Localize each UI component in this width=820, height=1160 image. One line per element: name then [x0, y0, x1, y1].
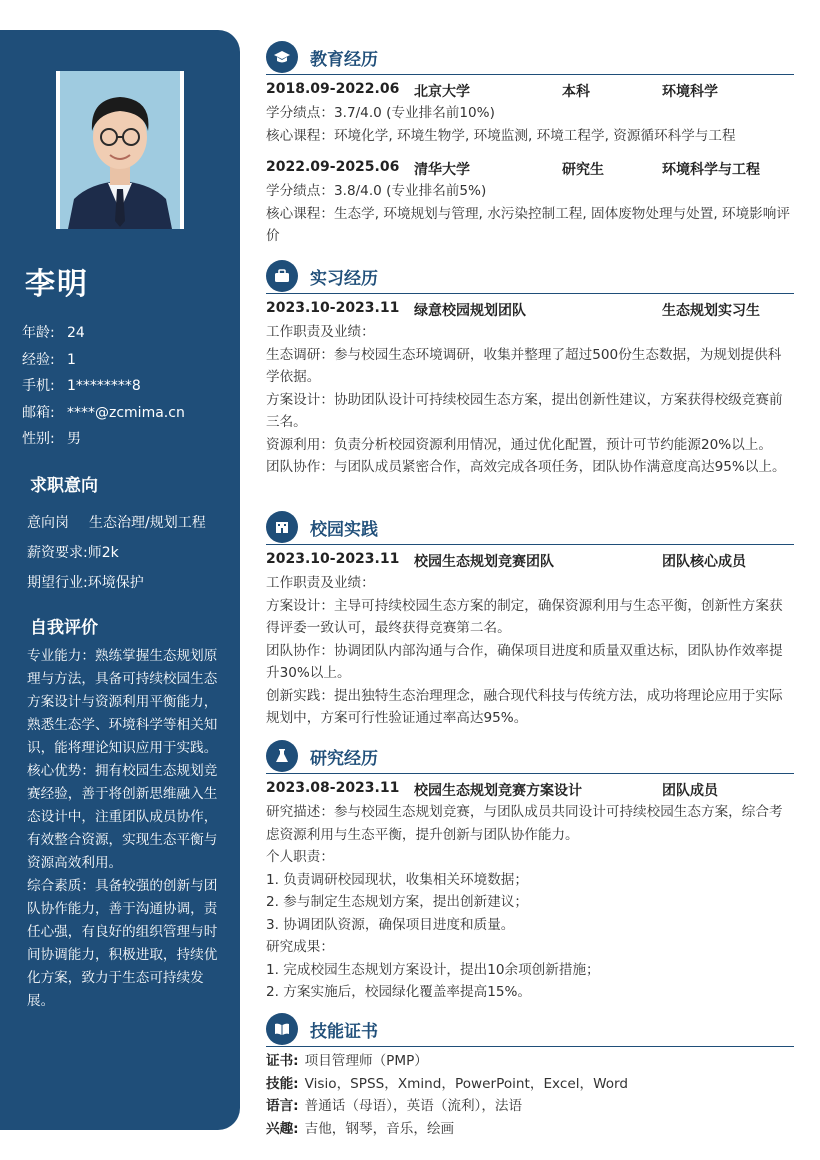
divider	[266, 1046, 794, 1047]
education-section	[266, 39, 794, 248]
candidate-name: 李明	[25, 267, 89, 302]
self-eval-paragraph: 核心优势：拥有校园生态规划竞赛经验，善于将创新思维融入生态设计中，注重团队成员协作，有效整合资源，实现生态平衡与资源高效利用。	[27, 763, 218, 871]
self-eval-paragraph: 专业能力：熟练掌握生态规划原理与方法，具备可持续校园生态方案设计与资源利用平衡能力，熟悉生态学、环境科学等相关知识，能将理论知识应用于实践。	[27, 648, 218, 756]
skill-row: 语言: 普通话（母语），英语（流利），法语	[266, 1098, 523, 1114]
intent-salary: 薪资要求:师2k	[27, 545, 119, 561]
research-detail: 1. 完成校园生态规划方案设计，提出10余项创新措施；	[266, 961, 600, 978]
intent-industry: 期望行业:环境保护	[27, 575, 144, 591]
section-header	[266, 39, 794, 75]
self-eval-paragraph: 综合素质：具备较强的创新与团队协作能力，善于沟通协调，责任心强，有良好的组织管理与时间协调能力，积极进取，持续优化方案，致力于生态可持续发展。	[27, 878, 218, 1009]
info-email: 邮箱: ****@zcmima.cn	[22, 404, 185, 421]
internship-detail: 资源利用：负责分析校园资源利用情况，通过优化配置，预计可节约能源20%以上。	[266, 436, 772, 453]
divider	[266, 293, 794, 294]
research-detail: 研究成果：	[266, 939, 334, 955]
intent-title: 求职意向	[30, 476, 98, 496]
education-entry-header: 2022.09-2025.06 清华大学 研究生 环境科学与工程	[266, 159, 760, 178]
internship-detail: 工作职责及业绩：	[266, 324, 375, 340]
skills-section	[266, 1011, 794, 1140]
section-title: 教育经历	[310, 50, 378, 70]
self-evaluation	[27, 645, 219, 1013]
graduation-cap-icon	[266, 41, 298, 73]
basic-info	[22, 320, 185, 453]
research-detail: 2. 方案实施后，校园绿化覆盖率提高15%。	[266, 984, 532, 1000]
flask-icon	[266, 740, 298, 772]
campus-detail: 工作职责及业绩：	[266, 575, 375, 591]
internship-detail: 方案设计：协助团队设计可持续校园生态方案，提出创新性建议，方案获得校级竞赛前三名。	[266, 391, 783, 430]
section-header	[266, 738, 794, 774]
section-title: 技能证书	[310, 1022, 378, 1042]
campus-detail: 团队协作：协调团队内部沟通与合作，确保项目进度和质量双重达标，团队协作效率提升30%以上。	[266, 642, 783, 681]
info-phone: 手机: 1********8	[22, 378, 141, 394]
education-entry-header: 2018.09-2022.06 北京大学 本科 环境科学	[266, 81, 718, 100]
book-icon	[266, 1013, 298, 1045]
internship-section	[266, 258, 794, 479]
profile-photo	[56, 71, 184, 229]
self-eval-title: 自我评价	[30, 618, 98, 638]
skills-list	[266, 1050, 794, 1140]
skill-row: 兴趣: 吉他，钢琴，音乐，绘画	[266, 1120, 455, 1137]
skill-row: 证书: 项目管理师（PMP）	[266, 1053, 428, 1069]
intent-position: 意向岗 生态治理/规划工程	[27, 515, 206, 531]
section-header	[266, 509, 794, 545]
building-icon	[266, 511, 298, 543]
section-title: 研究经历	[310, 749, 378, 769]
divider	[266, 544, 794, 545]
education-detail: 核心课程：生态学, 环境规划与管理, 水污染控制工程, 固体废物处理与处置, 环境影响评价	[266, 205, 790, 244]
section-header	[266, 1011, 794, 1047]
research-detail: 2. 参与制定生态规划方案，提出创新建议；	[266, 894, 528, 910]
research-detail: 研究描述：参与校园生态规划竞赛，与团队成员共同设计可持续校园生态方案，综合考虑资源利用与生态平衡，提升创新与团队协作能力。	[266, 804, 783, 843]
research-detail: 3. 协调团队资源，确保项目进度和质量。	[266, 916, 515, 933]
sidebar	[0, 30, 240, 1130]
education-detail: 核心课程：环境化学, 环境生物学, 环境监测, 环境工程学, 资源循环科学与工程	[266, 127, 736, 144]
education-detail: 学分绩点：3.7/4.0 (专业排名前10%)	[266, 105, 495, 121]
education-detail: 学分绩点：3.8/4.0 (专业排名前5%)	[266, 183, 487, 199]
research-entry-header: 2023.08-2023.11 校园生态规划竞赛方案设计 团队成员	[266, 780, 718, 799]
divider	[266, 74, 794, 75]
briefcase-icon	[266, 260, 298, 292]
section-title: 校园实践	[310, 520, 378, 540]
info-experience: 经验: 1	[22, 351, 76, 368]
job-intent	[27, 508, 206, 598]
avatar	[60, 71, 180, 229]
section-header	[266, 258, 794, 294]
info-age: 年龄: 24	[22, 325, 85, 341]
research-detail: 个人职责：	[266, 849, 334, 865]
campus-section	[266, 509, 794, 730]
internship-entry-header: 2023.10-2023.11 绿意校园规划团队 生态规划实习生	[266, 300, 760, 319]
research-detail: 1. 负责调研校园现状，收集相关环境数据；	[266, 871, 528, 888]
campus-detail: 方案设计：主导可持续校园生态方案的制定，确保资源利用与生态平衡，创新性方案获得评委一致认可，最终获得竞赛第二名。	[266, 597, 783, 636]
info-gender: 性别: 男	[22, 431, 81, 447]
divider	[266, 773, 794, 774]
campus-entry-header: 2023.10-2023.11 校园生态规划竞赛团队 团队核心成员	[266, 551, 746, 570]
person-portrait-icon	[60, 71, 180, 229]
campus-detail: 创新实践：提出独特生态治理理念，融合现代科技与传统方法，成功将理论应用于实际规划中，方案可行性验证通过率高达95%。	[266, 687, 783, 726]
research-section	[266, 738, 794, 1004]
internship-detail: 生态调研：参与校园生态环境调研，收集并整理了超过500份生态数据，为规划提供科学依据。	[266, 346, 782, 385]
skill-row: 技能: Visio，SPSS，Xmind，PowerPoint，Excel，Word	[266, 1075, 629, 1092]
section-title: 实习经历	[310, 269, 378, 289]
internship-detail: 团队协作：与团队成员紧密合作，高效完成各项任务，团队协作满意度高达95%以上。	[266, 459, 786, 475]
